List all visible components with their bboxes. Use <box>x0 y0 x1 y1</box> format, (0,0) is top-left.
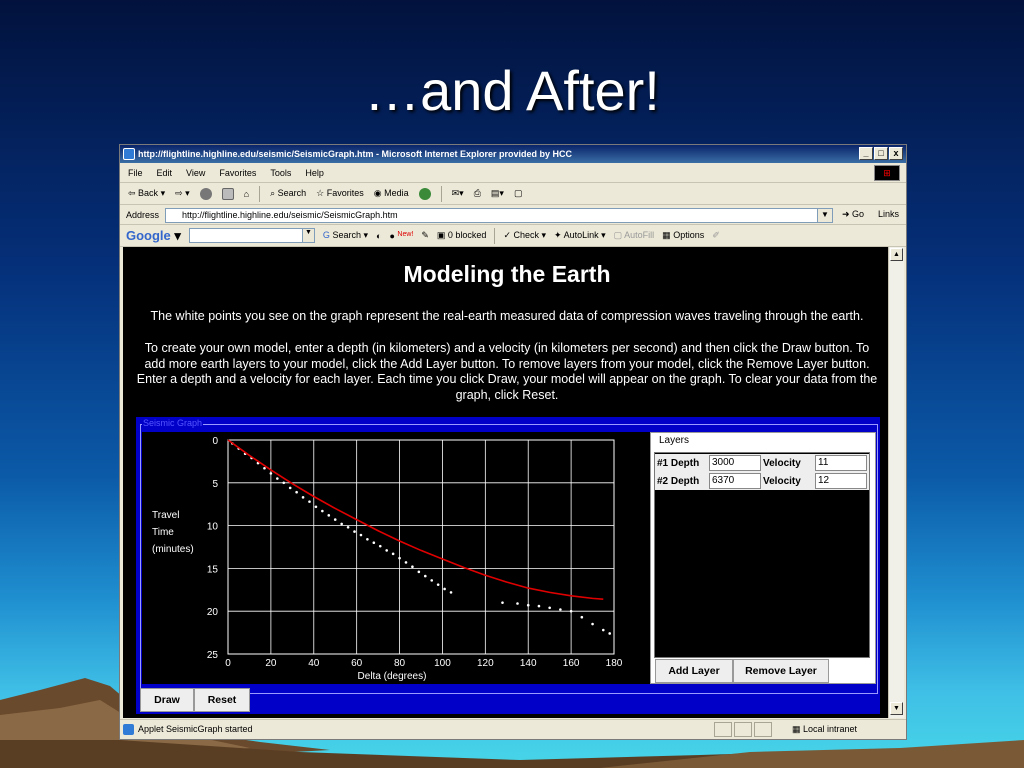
vertical-scrollbar[interactable] <box>888 247 904 718</box>
status-cell <box>754 722 772 737</box>
data-point <box>602 629 605 632</box>
data-point <box>398 557 401 560</box>
data-point <box>411 565 414 568</box>
y-tick-label: 5 <box>212 478 218 490</box>
data-point <box>516 602 519 605</box>
back-label: Back <box>138 188 159 198</box>
model-curve <box>228 440 603 599</box>
remove-layer-button[interactable]: Remove Layer <box>733 659 829 683</box>
media-label: Media <box>384 188 409 198</box>
data-point <box>450 591 453 594</box>
status-cell <box>714 722 732 737</box>
y-tick-label: 10 <box>206 521 218 533</box>
x-axis-label: Delta (degrees) <box>357 671 427 682</box>
status-bar <box>120 719 906 739</box>
menu-file[interactable]: File <box>128 167 143 178</box>
history-icon[interactable] <box>419 188 431 200</box>
status-text: Applet SeismicGraph started <box>138 724 253 734</box>
layers-panel <box>650 432 876 684</box>
layer-2-velocity-input[interactable]: 12 <box>815 473 867 489</box>
data-point <box>327 514 330 517</box>
close-button[interactable]: x <box>889 147 903 160</box>
address-bar <box>120 205 906 225</box>
title-bar <box>120 145 906 163</box>
data-point <box>430 579 433 582</box>
data-point <box>353 530 356 533</box>
go-button[interactable]: ➜ Go <box>842 209 865 219</box>
page-icon <box>123 724 134 735</box>
slide-title: …and After! <box>364 59 660 122</box>
print-icon[interactable]: ⎙ <box>473 188 481 198</box>
seismic-graph <box>142 432 650 684</box>
data-point <box>437 583 440 586</box>
address-input[interactable]: http://flightline.highline.edu/seismic/SeismicGraph.htm <box>165 208 833 223</box>
instructions-paragraph: To create your own model, enter a depth (in kilometers) and a velocity (in kilometers per second) and then click the Draw button. To add more earth layers to your model, click the Add Layer button. To remove layers from your model, click the Remove Layer button. Enter a depth and a velocity for each layer. Each time you click Draw, your model will appear on the graph. To clear your data from the graph, click Reset. <box>136 341 878 402</box>
ie-icon <box>123 148 135 160</box>
menu-edit[interactable]: Edit <box>156 167 173 178</box>
layer-2-depth-label: #2 Depth <box>657 475 700 487</box>
y-axis-label-line3: (minutes) <box>152 544 194 555</box>
windows-flag-icon: ⊞ <box>874 165 900 181</box>
data-point <box>559 608 562 611</box>
window-controls <box>859 147 903 160</box>
google-search-dropdown[interactable]: ▼ <box>302 229 314 242</box>
google-search-label: Search <box>332 230 361 240</box>
layer-1-depth-input[interactable]: 3000 <box>709 455 761 471</box>
stop-icon[interactable] <box>200 188 212 200</box>
layers-list <box>654 452 870 658</box>
x-tick-label: 0 <box>225 658 231 669</box>
data-point <box>302 496 305 499</box>
chart-ticks <box>207 436 623 669</box>
discuss-icon[interactable]: ▢ <box>513 188 523 198</box>
favorites-label: Favorites <box>326 188 364 198</box>
menu-bar <box>120 163 906 183</box>
data-point <box>405 561 408 564</box>
data-point <box>608 632 611 635</box>
pagerank-icon[interactable]: ✎ <box>421 230 429 240</box>
standard-toolbar <box>120 183 906 205</box>
back-button[interactable]: ⇦ Back ▾ <box>128 188 166 198</box>
data-point <box>315 505 318 508</box>
chart-svg <box>142 432 650 684</box>
layer-1-velocity-label: Velocity <box>763 457 801 469</box>
search-button[interactable]: ⌕ Search <box>270 188 307 198</box>
mail-icon[interactable]: ✉▾ <box>451 188 464 198</box>
search-label: Search <box>277 188 307 198</box>
chart-grid <box>228 440 614 654</box>
data-point <box>334 518 337 521</box>
autolink-label: AutoLink <box>563 230 599 240</box>
layer-row <box>655 454 869 472</box>
layer-row <box>655 472 869 490</box>
data-point <box>373 541 376 544</box>
y-axis-label-line2: Time <box>152 527 174 538</box>
menu-tools[interactable]: Tools <box>270 167 292 178</box>
data-point <box>366 538 369 541</box>
favorites-button[interactable]: ☆ Favorites <box>316 188 364 198</box>
toolbar-divider <box>441 186 442 202</box>
go-label: Go <box>852 209 865 219</box>
new-badge-label: New! <box>397 230 414 238</box>
edit-icon[interactable]: ▤▾ <box>490 188 504 198</box>
data-point <box>418 571 421 574</box>
autofill-label: AutoFill <box>624 230 655 240</box>
menu-view[interactable]: View <box>186 167 206 178</box>
autofill-button[interactable]: ▢ AutoFill <box>613 230 655 240</box>
chart-marks <box>228 440 611 635</box>
data-point <box>276 477 279 480</box>
data-point <box>538 605 541 608</box>
x-tick-label: 80 <box>393 658 406 669</box>
seismic-applet <box>136 417 880 714</box>
google-g-icon: G <box>322 230 330 240</box>
scroll-down-button[interactable]: ▼ <box>890 702 903 715</box>
add-layer-button[interactable]: Add Layer <box>655 659 733 683</box>
data-point <box>270 472 273 475</box>
data-point <box>308 500 311 503</box>
forward-button[interactable]: ⇨ ▾ <box>175 188 190 198</box>
layers-legend: Layers <box>659 435 690 446</box>
data-point <box>392 553 395 556</box>
x-tick-label: 60 <box>351 658 363 669</box>
highlight-icon[interactable]: ✐ <box>712 230 720 240</box>
y-tick-label: 20 <box>206 607 218 619</box>
blocked-label: 0 blocked <box>447 230 487 240</box>
x-tick-label: 100 <box>434 658 451 669</box>
links-button[interactable]: Links <box>878 209 900 219</box>
data-point <box>424 575 427 578</box>
status-cell <box>734 722 752 737</box>
google-toolbar <box>120 225 906 247</box>
data-point <box>295 491 298 494</box>
google-search-input[interactable] <box>189 228 315 243</box>
data-point <box>385 549 388 552</box>
autolink-button[interactable]: ✦ AutoLink ▾ <box>554 230 606 240</box>
options-label: Options <box>673 230 705 240</box>
menu-favorites[interactable]: Favorites <box>219 167 257 178</box>
x-tick-label: 180 <box>605 658 623 669</box>
data-point <box>263 467 266 470</box>
y-axis-label-line1: Travel <box>152 510 180 521</box>
layer-1-velocity-input[interactable]: 11 <box>815 455 867 471</box>
layer-1-depth-label: #1 Depth <box>657 457 700 469</box>
google-logo[interactable]: Google ▾ <box>126 227 181 243</box>
media-button[interactable]: ◉ Media <box>373 188 409 198</box>
applet-legend: Seismic Graph <box>143 418 203 428</box>
plot-frame <box>228 440 614 654</box>
page-heading: Modeling the Earth <box>403 261 611 287</box>
layer-2-velocity-label: Velocity <box>763 475 801 487</box>
data-point <box>591 623 594 626</box>
google-new-badge[interactable]: ● $^{New!}$ <box>389 230 414 241</box>
x-tick-label: 140 <box>519 658 537 669</box>
google-news-icon[interactable]: ◐ <box>376 230 382 241</box>
google-search-button[interactable]: G Search ▾ <box>322 230 369 240</box>
address-label: Address <box>126 209 160 220</box>
data-point <box>379 545 382 548</box>
data-point <box>581 616 584 619</box>
data-point <box>548 606 551 609</box>
data-point <box>443 588 446 591</box>
data-point <box>289 487 292 490</box>
data-point <box>347 526 350 529</box>
data-point <box>282 482 285 485</box>
home-icon[interactable]: ⌂ <box>243 188 250 199</box>
address-dropdown[interactable]: ▼ <box>817 208 833 223</box>
toolbar-divider <box>259 186 260 202</box>
check-label: Check <box>513 230 539 240</box>
spell-check-button[interactable]: ✓ Check ▾ <box>503 230 547 240</box>
y-tick-label: 25 <box>206 650 218 661</box>
popup-blocker-button[interactable]: ▣ 0 blocked <box>436 230 487 240</box>
data-point <box>360 534 363 537</box>
x-tick-label: 40 <box>308 658 320 669</box>
data-point <box>321 510 324 513</box>
x-tick-label: 120 <box>476 658 494 669</box>
menu-help[interactable]: Help <box>305 167 324 178</box>
window-title: http://flightline.highline.edu/seismic/SeismicGraph.htm - Microsoft Internet Explorer provided by HCC <box>138 149 573 159</box>
x-tick-label: 160 <box>562 658 580 669</box>
data-point <box>340 523 343 526</box>
minimize-button[interactable]: _ <box>859 147 873 160</box>
y-tick-label: 0 <box>212 436 218 447</box>
scroll-up-button[interactable]: ▲ <box>890 248 903 261</box>
browser-window <box>119 144 907 740</box>
intro-paragraph: The white points you see on the graph represent the real-earth measured data of compression waves traveling through the earth. <box>150 309 864 323</box>
data-point <box>501 601 504 604</box>
layer-2-depth-input[interactable]: 6370 <box>709 473 761 489</box>
reset-button[interactable]: Reset <box>194 688 250 712</box>
draw-button[interactable]: Draw <box>140 688 194 712</box>
zone-label: Local intranet <box>803 724 858 734</box>
x-tick-label: 20 <box>265 658 277 669</box>
google-logo-text: Google <box>126 227 171 243</box>
refresh-icon[interactable] <box>222 188 234 200</box>
y-tick-label: 15 <box>206 564 218 576</box>
maximize-button[interactable]: □ <box>874 147 888 160</box>
page-content <box>123 247 902 718</box>
security-zone: ▦ Local intranet <box>792 724 858 734</box>
data-point <box>527 604 530 607</box>
options-button[interactable]: ▦ Options <box>662 230 705 240</box>
data-point <box>570 610 573 613</box>
toolbar-divider <box>494 228 495 244</box>
